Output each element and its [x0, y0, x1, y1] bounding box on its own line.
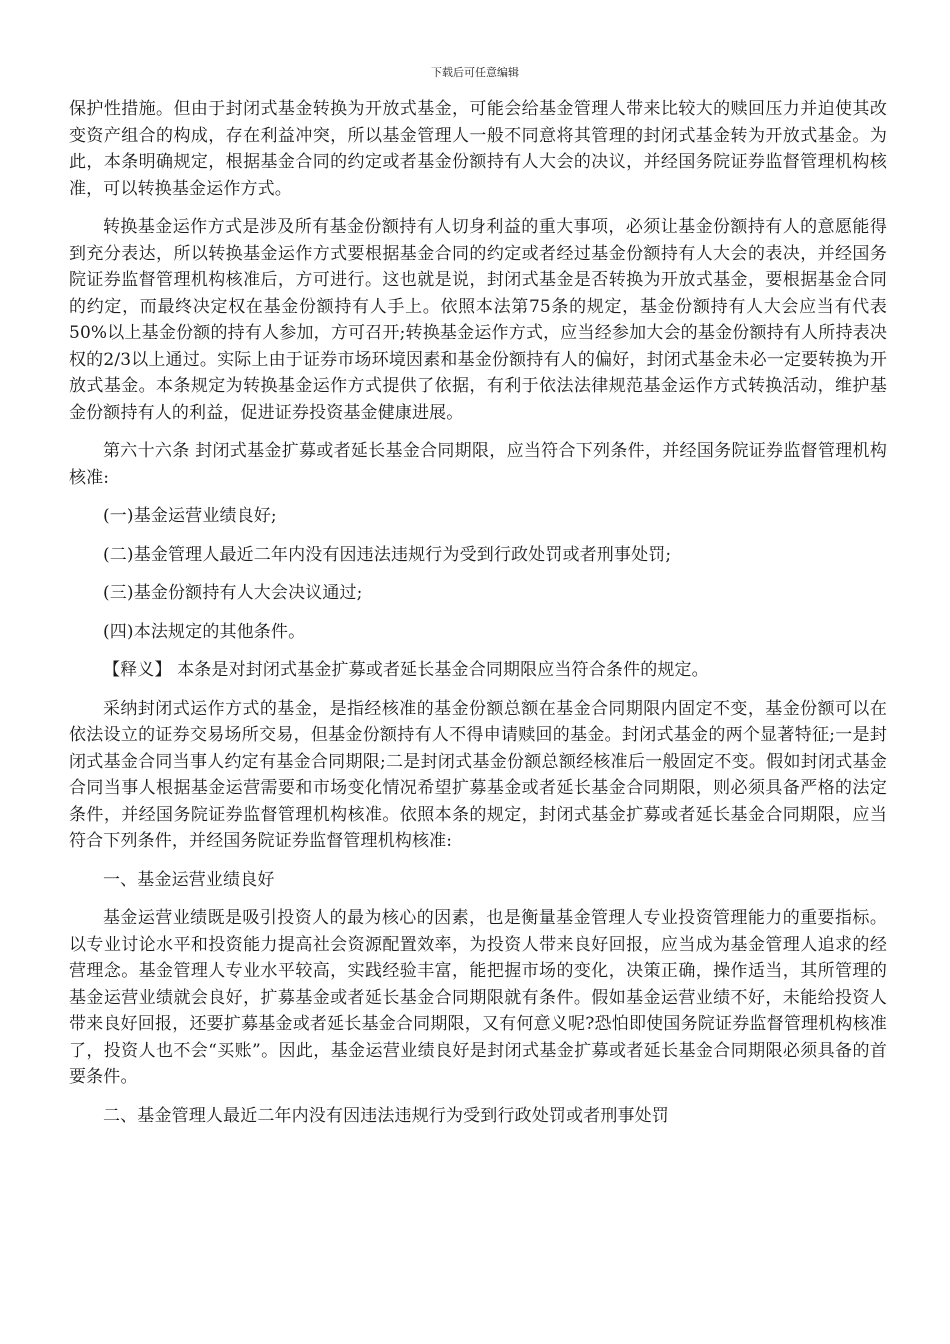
- condition-item-3: (三)基金份额持有人大会决议通过;: [103, 583, 363, 603]
- interpretation-heading: 【释义】 本条是对封闭式基金扩募或者延长基金合同期限应当符合条件的规定。: [103, 660, 709, 680]
- condition-item-2: (二)基金管理人最近二年内没有因违法违规行为受到行政处罚或者刑事处罚;: [103, 544, 672, 565]
- section-heading-1: 一、基金运营业绩良好: [103, 869, 275, 890]
- paragraph-closed-fund-definition: 采纳封闭式运作方式的基金，是指经核准的基金份额总额在基金合同期限内固定不变，基金份额可以在依法设立的证券交易场所交易，但基金份额持有人不得申请赎回的基金。封闭式基金的两个显著特征;一是封闭式基金合同当事人约定有基金合同期限;二是封闭式基金份额总额经核准后一般固定不变。假如封闭式基金合同当事人根据基金运营需要和市场变化情况希望扩募基金或者延长基金合同期限，则必须具备严格的法定条件，并经国务院证券监督管理机构核准。依照本条的规定，封闭式基金扩募或者延长基金合同期限，应当符合下列条件，并经国务院证券监督管理机构核准:: [69, 698, 887, 851]
- section-heading-2: 二、基金管理人最近二年内没有因违法违规行为受到行政处罚或者刑事处罚: [103, 1105, 669, 1126]
- paragraph-continuation: 保护性措施。但由于封闭式基金转换为开放式基金，可能会给基金管理人带来比较大的赎回压力并迫使其改变资产组合的构成，存在利益冲突，所以基金管理人一般不同意将其管理的封闭式基金转为开放式基金。为此，本条明确规定，根据基金合同的约定或者基金份额持有人大会的决议，并经国务院证券监督管理机构核准，可以转换基金运作方式。: [69, 99, 887, 199]
- document-body: [69, 96, 887, 1129]
- paragraph-conversion-explanation: 转换基金运作方式是涉及所有基金份额持有人切身利益的重大事项，必须让基金份额持有人的意愿能得到充分表达，所以转换基金运作方式要根据基金合同的约定或者经过基金份额持有人大会的表决，并经国务院证券监督管理机构核准后，方可进行。这也就是说，封闭式基金是否转换为开放式基金，要根据基金合同的约定，而最终决定权在基金份额持有人手上。依照本法第75条的规定，基金份额持有人大会应当有代表50%以上基金份额的持有人参加，方可召开;转换基金运作方式，应当经参加大会的基金份额持有人所持表决权的2/3以上通过。实际上由于证券市场环境因素和基金份额持有人的偏好，封闭式基金未必一定要转换为开放式基金。本条规定为转换基金运作方式提供了依据，有利于依法法律规范基金运作方式转换活动，维护基金份额持有人的利益，促进证券投资基金健康进展。: [69, 217, 887, 423]
- article-66-heading: 第六十六条 封闭式基金扩募或者延长基金合同期限，应当符合下列条件，并经国务院证券监督管理机构核准:: [69, 441, 887, 488]
- page-header: 下载后可任意编辑: [431, 66, 519, 79]
- condition-item-1: (一)基金运营业绩良好;: [103, 506, 277, 526]
- condition-item-4: (四)本法规定的其他条件。: [103, 621, 306, 642]
- paragraph-performance: 基金运营业绩既是吸引投资人的最为核心的因素，也是衡量基金管理人专业投资管理能力的重要指标。以专业讨论水平和投资能力提高社会资源配置效率，为投资人带来良好回报，应当成为基金管理人追求的经营理念。基金管理人专业水平较高，实践经验丰富，能把握市场的变化，决策正确，操作适当，其所管理的基金运营业绩就会良好，扩募基金或者延长基金合同期限就有条件。假如基金运营业绩不好，未能给投资人带来良好回报，还要扩募基金或者延长基金合同期限，又有何意义呢?恐怕即使国务院证券监督管理机构核准了，投资人也不会“买账”。因此，基金运营业绩良好是封闭式基金扩募或者延长基金合同期限必须具备的首要条件。: [69, 908, 887, 1087]
